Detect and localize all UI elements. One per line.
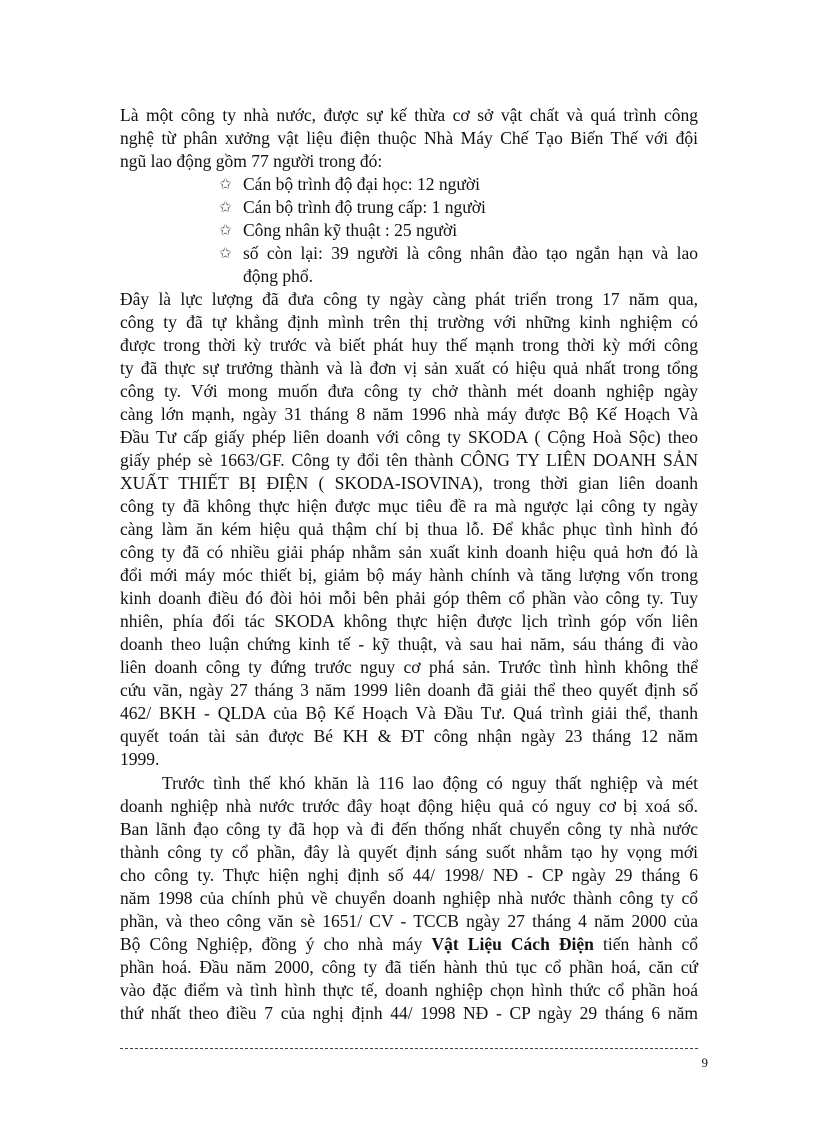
star-bullet-icon: ✩ [219, 221, 232, 239]
paragraph-2-line: thành công ty cổ phần, đây là quyết định sáng suốt nhằm tạo hy vọng mới [120, 842, 698, 862]
page-number: 9 [701, 1055, 708, 1070]
paragraph-2-line: Trước tình thế khó khăn là 116 lao động có nguy thất nghiệp và mét [162, 773, 698, 793]
bullet-item-4: số còn lại: 39 người là công nhân đào tạo ngắn hạn và lao [243, 243, 698, 263]
paragraph-2-line-with-bold [120, 933, 698, 955]
paragraph-1-line: doanh theo luận chứng kinh tế - kỹ thuật, và sau hai năm, sáu tháng đi vào [120, 634, 698, 654]
paragraph-1-line: ty đã thực sự trưởng thành và là đơn vị sản xuất có hiệu quả nhất trong tổng [120, 358, 698, 378]
paragraph-1-line: đổi mới máy móc thiết bị, giảm bộ máy hành chính và tăng lượng vốn trong [120, 565, 698, 585]
star-bullet-icon: ✩ [219, 175, 232, 193]
paragraph-1-line: liên doanh công ty đứng trước nguy cơ phá sản. Trước tình hình không thể [120, 657, 698, 677]
paragraph-2-line: doanh nghiệp nhà nước trước đây hoạt động hiệu quả có nguy cơ bị xoá sổ. [120, 796, 698, 816]
footer-divider [120, 1048, 698, 1049]
paragraph-1-line: 1999. [120, 749, 160, 769]
paragraph-1-line: quyết toán tài sản được Bé KH & ĐT công nhận ngày 23 tháng 12 năm [120, 726, 698, 746]
intro-line-2: nghệ từ phân xưởng vật liệu điện thuộc Nhà Máy Chế Tạo Biến Thế với đội [120, 128, 698, 148]
paragraph-1-line: cứu vãn, ngày 27 tháng 3 năm 1999 liên doanh đã giải thể theo quyết định số [120, 680, 698, 700]
intro-line-3: ngũ lao động gồm 77 người trong đó: [120, 151, 383, 171]
paragraph-1-line: càng lớn mạnh, ngày 31 tháng 8 năm 1996 nhà máy được Bộ Kế Hoạch Và [120, 404, 698, 424]
paragraph-2-line: phần, và theo công văn sè 1651/ CV - TCCB ngày 27 tháng 4 năm 2000 của [120, 911, 698, 931]
bullet-item-2: Cán bộ trình độ trung cấp: 1 người [243, 197, 486, 217]
paragraph-1-line: càng làm ăn kém hiệu quả thậm chí bị thua lỗ. Để khắc phục tình hình đó [120, 519, 698, 539]
star-bullet-icon: ✩ [219, 198, 232, 216]
company-name-bold: Vật Liệu Cách Điện [431, 934, 594, 954]
paragraph-1-line: nhiên, phía đối tác SKODA không thực hiện được lịch trình góp vốn liên [120, 611, 698, 631]
paragraph-1-line: Đầu Tư cấp giấy phép liên doanh với công ty SKODA ( Cộng Hoà Sộc) theo [120, 427, 698, 447]
intro-line-1: Là một công ty nhà nước, được sự kế thừa cơ sở vật chất và quá trình công [120, 105, 698, 125]
bullet-item-1: Cán bộ trình độ đại học: 12 người [243, 174, 480, 194]
paragraph-2-text-before-bold: Bộ Công Nghiệp, đồng ý cho nhà máy [120, 934, 432, 954]
star-bullet-icon: ✩ [219, 244, 232, 262]
paragraph-1-line: công ty. Với mong muốn đưa công ty chở thành mét doanh nghiệp ngày [120, 381, 698, 401]
paragraph-1-line: được trong thời kỳ trước và biết phát huy thế mạnh trong thời kỳ mới công [120, 335, 698, 355]
paragraph-2-text-after-bold: tiến hành cổ [593, 934, 699, 954]
paragraph-1-line: công ty đã tự khẳng định mình trên thị trường với những kinh nghiệm có [120, 312, 698, 332]
paragraph-1-line: XUẤT THIẾT BỊ ĐIỆN ( SKODA-ISOVINA), trong thời gian liên doanh [120, 473, 698, 493]
paragraph-2-line: vào đặc điểm và tình hình thực tế, doanh nghiệp chọn hình thức cổ phần hoá [120, 980, 698, 1000]
bullet-item-3: Công nhân kỹ thuật : 25 người [243, 220, 458, 240]
paragraph-2-line: cho công ty. Thực hiện nghị định số 44/ 1998/ NĐ - CP ngày 29 tháng 6 [120, 865, 698, 885]
paragraph-1-line: Đây là lực lượng đã đưa công ty ngày càng phát triển trong 17 năm qua, [120, 289, 698, 309]
paragraph-2-line: Ban lãnh đạo công ty đã họp và đi đến thống nhất chuyển công ty nhà nước [120, 819, 698, 839]
paragraph-2-line: thứ nhất theo điều 7 của nghị định 44/ 1998 NĐ - CP ngày 29 tháng 6 năm [120, 1003, 698, 1023]
paragraph-2-line: phần hoá. Đầu năm 2000, công ty đã tiến hành thủ tục cổ phần hoá, căn cứ [120, 957, 698, 977]
paragraph-1-line: giấy phép sè 1663/GF. Công ty đổi tên thành CÔNG TY LIÊN DOANH SẢN [120, 450, 698, 470]
paragraph-1-line: kinh doanh điều đó đòi hỏi mỗi bên phải góp thêm cổ phần vào công ty. Tuy [120, 588, 698, 608]
paragraph-1-line: 462/ BKH - QLDA của Bộ Kế Hoạch Và Đầu Tư. Quá trình giải thể, thanh [120, 703, 698, 723]
bullet-item-4-continuation: động phổ. [243, 266, 313, 286]
paragraph-2-line: năm 1998 của chính phủ về chuyển doanh nghiệp nhà nước thành công ty cổ [120, 888, 698, 908]
paragraph-1-line: công ty đã không thực hiện được mục tiêu đề ra mà ngược lại công ty ngày [120, 496, 698, 516]
paragraph-1-line: công ty đã có nhiều giải pháp nhằm sản xuất kinh doanh hiệu quả hơn đó là [120, 542, 698, 562]
